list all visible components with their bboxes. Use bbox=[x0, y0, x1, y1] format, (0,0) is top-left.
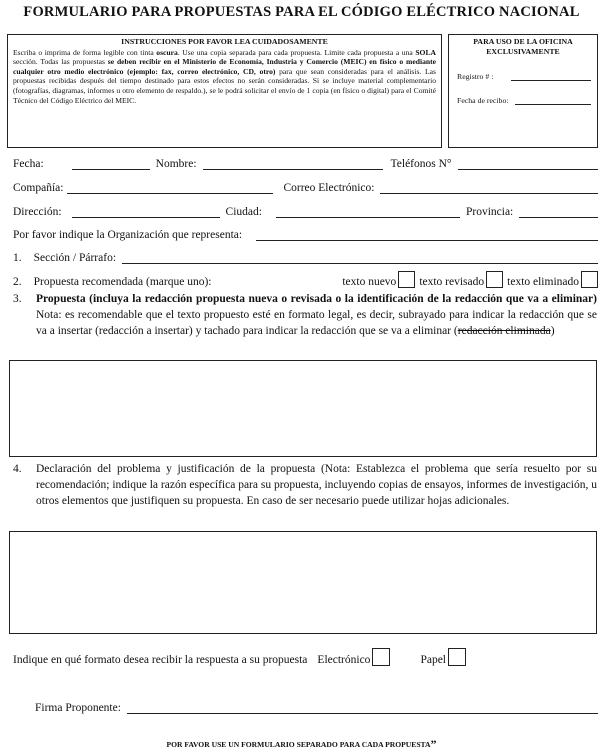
instructions-part: sección. Todas las propuestas bbox=[13, 57, 108, 67]
organizacion-field[interactable] bbox=[256, 228, 598, 241]
papel-checkbox[interactable] bbox=[448, 648, 466, 666]
item-1-number: 1. bbox=[13, 252, 22, 264]
row-fecha-nombre-telefono bbox=[13, 156, 598, 170]
provincia-field[interactable] bbox=[519, 205, 598, 218]
propuesta-bold-text: Propuesta (incluya la redacción propuesta nueva o revisada o la identificación de la redacción que va a eliminar) bbox=[36, 293, 597, 305]
row-organizacion bbox=[13, 227, 598, 241]
item-2-number: 2. bbox=[13, 276, 22, 288]
ciudad-field[interactable] bbox=[276, 205, 460, 218]
papel-label: Papel bbox=[420, 654, 446, 666]
instructions-bold-oscura: oscura bbox=[156, 47, 178, 57]
item-propuesta-recomendada bbox=[13, 274, 598, 288]
footer-text: POR FAVOR USE UN FORMULARIO SEPARADO PARA CADA PROPUESTA bbox=[166, 740, 431, 749]
fecha-recibo-label: Fecha de recibo: bbox=[457, 96, 509, 105]
instructions-part: Escriba o imprima de forma legible con tinta bbox=[13, 47, 157, 57]
form-title: FORMULARIO PARA PROPUESTAS PARA EL CÓDIGO ELÉCTRICO NACIONAL bbox=[23, 4, 580, 20]
problema-instructions: Declaración del problema y justificación de la propuesta (Nota: Establezca el problema que sería resuelto por su recomendación; indique la razón específica para su propuesta, incluyendo copias de ensayos, informes de investigación, u otros elementos que justifiquen su propuesta. En caso de ser necesario puede utilizar hojas adicionales. bbox=[36, 463, 597, 507]
propuesta-note: Nota: es recomendable que el texto propuesto esté en formato legal, es decir, subrayado para indicar la redacción que se va a insertar (redacción a insertar) y tachado para indicar la redacción que se va a eliminar ( bbox=[36, 309, 597, 337]
propuesta-instructions bbox=[36, 291, 597, 339]
instructions-part: para que sean consideradas para el análisis. Las propuestas recibidas después del tiempo destinado para estos efectos no serán consideradas. Si se incluye material complementario (fotografías, diagramas, informes u otro elemento de respaldo.), se le podrá solicitar el envío de 1 copia (en físico o digital) para el Comité Técnico del Código Eléctrico del MEIC. bbox=[13, 66, 436, 105]
texto-eliminado-checkbox[interactable] bbox=[581, 271, 598, 288]
telefonos-label: Teléfonos N° bbox=[390, 158, 452, 170]
registro-field[interactable] bbox=[511, 71, 591, 81]
propuesta-note-end: ) bbox=[550, 325, 555, 337]
item-4-number: 4. bbox=[13, 463, 22, 475]
propuesta-textarea[interactable] bbox=[9, 360, 597, 457]
registro-label: Registro # : bbox=[457, 72, 494, 81]
instructions-part: . Use una copia separada para cada propuesta. Limite cada propuesta a una bbox=[177, 47, 416, 57]
footer-note bbox=[0, 737, 603, 752]
item-seccion bbox=[13, 250, 598, 264]
redaccion-eliminada-example: redacción eliminada bbox=[457, 325, 551, 337]
seccion-label: Sección / Párrafo: bbox=[33, 252, 117, 264]
instructions-bold-sola: SOLA bbox=[415, 47, 436, 57]
electronico-checkbox[interactable] bbox=[372, 648, 390, 666]
office-use-box bbox=[448, 34, 598, 148]
fecha-recibo-field[interactable] bbox=[515, 95, 591, 105]
direccion-label: Dirección: bbox=[13, 206, 62, 218]
organizacion-label: Por favor indique la Organización que representa: bbox=[13, 229, 243, 241]
nombre-label: Nombre: bbox=[155, 158, 197, 170]
nombre-field[interactable] bbox=[203, 157, 383, 170]
format-question: Indique en qué formato desea recibir la respuesta a su propuesta bbox=[13, 654, 308, 666]
compania-label: Compañía: bbox=[13, 182, 64, 194]
correo-label: Correo Electrónico: bbox=[283, 182, 375, 194]
texto-nuevo-checkbox[interactable] bbox=[398, 271, 415, 288]
electronico-label: Electrónico bbox=[317, 654, 371, 666]
item-propuesta bbox=[13, 291, 597, 339]
instructions-heading: INSTRUCCIONES POR FAVOR LEA CUIDADOSAMENTE bbox=[121, 37, 328, 46]
row-direccion-ciudad-provincia bbox=[13, 204, 598, 218]
fecha-label: Fecha: bbox=[13, 158, 44, 170]
ciudad-label: Ciudad: bbox=[225, 206, 262, 218]
fecha-recibo-row bbox=[457, 95, 591, 105]
registro-row bbox=[457, 71, 591, 81]
propuesta-recomendada-label: Propuesta recomendada (marque uno): bbox=[33, 276, 212, 288]
texto-revisado-label: texto revisado bbox=[419, 276, 485, 288]
signature-label: Firma Proponente: bbox=[35, 702, 121, 714]
signature-row bbox=[35, 700, 598, 714]
footer-quote-mark: ” bbox=[430, 737, 437, 751]
provincia-label: Provincia: bbox=[465, 206, 514, 218]
compania-field[interactable] bbox=[67, 181, 273, 194]
seccion-field[interactable] bbox=[122, 251, 598, 264]
item-3-number: 3. bbox=[13, 293, 22, 305]
correo-field[interactable] bbox=[380, 181, 598, 194]
instructions-bold-recepcion: se deben recibir en el Ministerio de Economía, Industria y Comercio (MEIC) en físico o mediante cualquier otro medio electrónico (ejemplo: fax, correo electrónico, CD, otro) bbox=[13, 57, 437, 76]
office-heading: PARA USO DE LA OFICINA EXCLUSIVAMENTE bbox=[473, 37, 573, 56]
format-row bbox=[13, 652, 598, 666]
instructions-box bbox=[7, 34, 442, 148]
texto-eliminado-label: texto eliminado bbox=[507, 276, 579, 288]
fecha-field[interactable] bbox=[72, 157, 150, 170]
direccion-field[interactable] bbox=[72, 205, 220, 218]
signature-field[interactable] bbox=[127, 701, 598, 714]
problema-textarea[interactable] bbox=[9, 531, 597, 634]
row-compania-correo bbox=[13, 180, 598, 194]
telefonos-field[interactable] bbox=[458, 157, 598, 170]
texto-revisado-checkbox[interactable] bbox=[486, 271, 503, 288]
texto-nuevo-label: texto nuevo bbox=[342, 276, 397, 288]
item-problema bbox=[13, 461, 597, 509]
instructions-text bbox=[13, 48, 436, 106]
